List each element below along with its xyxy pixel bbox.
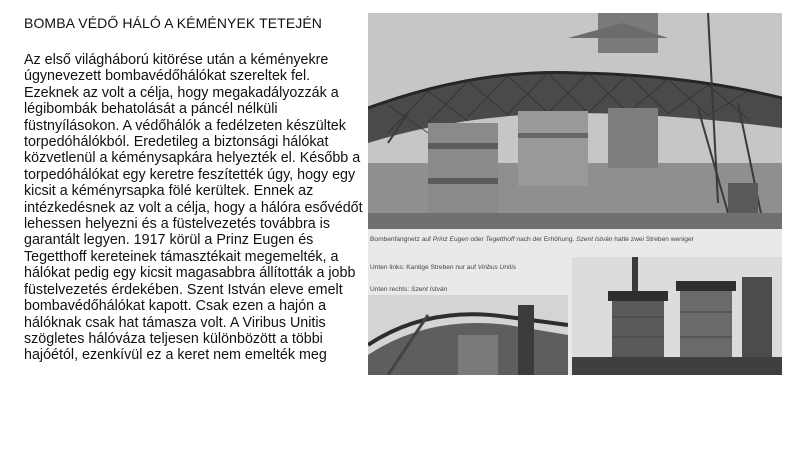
- caption-top-photo: [370, 236, 694, 243]
- caption-bottom-left: [370, 264, 516, 271]
- photo-bottom-left: [368, 295, 568, 375]
- caption-text: hatte zwei Streben weniger: [612, 236, 694, 243]
- caption-text: Unten rechts:: [370, 286, 412, 293]
- caption-text: Unten links: Kantige Streben nur auf: [370, 264, 478, 271]
- slide-title: BOMBA VÉDŐ HÁLÓ A KÉMÉNYEK TETEJÉN: [24, 15, 323, 31]
- photo-funnel-net-top: [368, 13, 782, 229]
- body-text: [24, 52, 367, 364]
- caption-text: oder: [468, 236, 486, 243]
- caption-text: Viribus Unitis: [477, 264, 517, 271]
- body-paragraph: Az első világháború kitörése után a kéményekre úgynevezett bombavédőhálókat szereltek fel. Ezeknek az volt a célja, hogy megakadályozzák a légibombák behatolását a páncél nélküli füstnyílásokon. A védőhálók a fedélzeten készültek torpedóhálókból. Eredetileg a biztonsági hálókat közvetlenül a kéménysapkára helyezték el. Később a torpedóhálókat egy keretre feszítették úgy, hogy egy kicsit a kéményrsapka fölé kerültek. Ennek az intézkedésnek az volt a célja, hogy a hálóra esővédőt lehessen helyezni és a füstelvezetés továbbra is garantált legyen. 1917 körül a Prinz Eugen és Tegetthoff kereteinek támasztékait megemelték, a hálókat pedig egy kicsit magasabbra állították a jobb füstelvezetés érdekében. Szent István eleve emelt bombavédőhálókat kapott. Csak ezen a hajón a hálóknak csak hat támasza volt. A Viribus Unitis szögletes hálóváza teljesen különbözött a többi hajóétól, ezenkívül ez a keret nem emelték meg: [24, 52, 363, 364]
- funnel-net-illustration: [368, 13, 782, 229]
- caption-text: Szent István: [576, 236, 613, 243]
- caption-text: Bombenfangnetz auf: [370, 236, 433, 243]
- caption-text: Tegetthoff: [485, 236, 515, 243]
- photo-bottom-right: [572, 257, 782, 375]
- caption-bottom-right: [370, 286, 447, 293]
- scanned-photo-page: [368, 13, 782, 375]
- caption-text: Szent István: [411, 286, 448, 293]
- caption-text: Prinz Eugen: [432, 236, 469, 243]
- square-strut-illustration: [368, 295, 568, 375]
- szent-istvan-funnels-illustration: [572, 257, 782, 375]
- caption-text: nach der Erhöhung.: [514, 236, 577, 243]
